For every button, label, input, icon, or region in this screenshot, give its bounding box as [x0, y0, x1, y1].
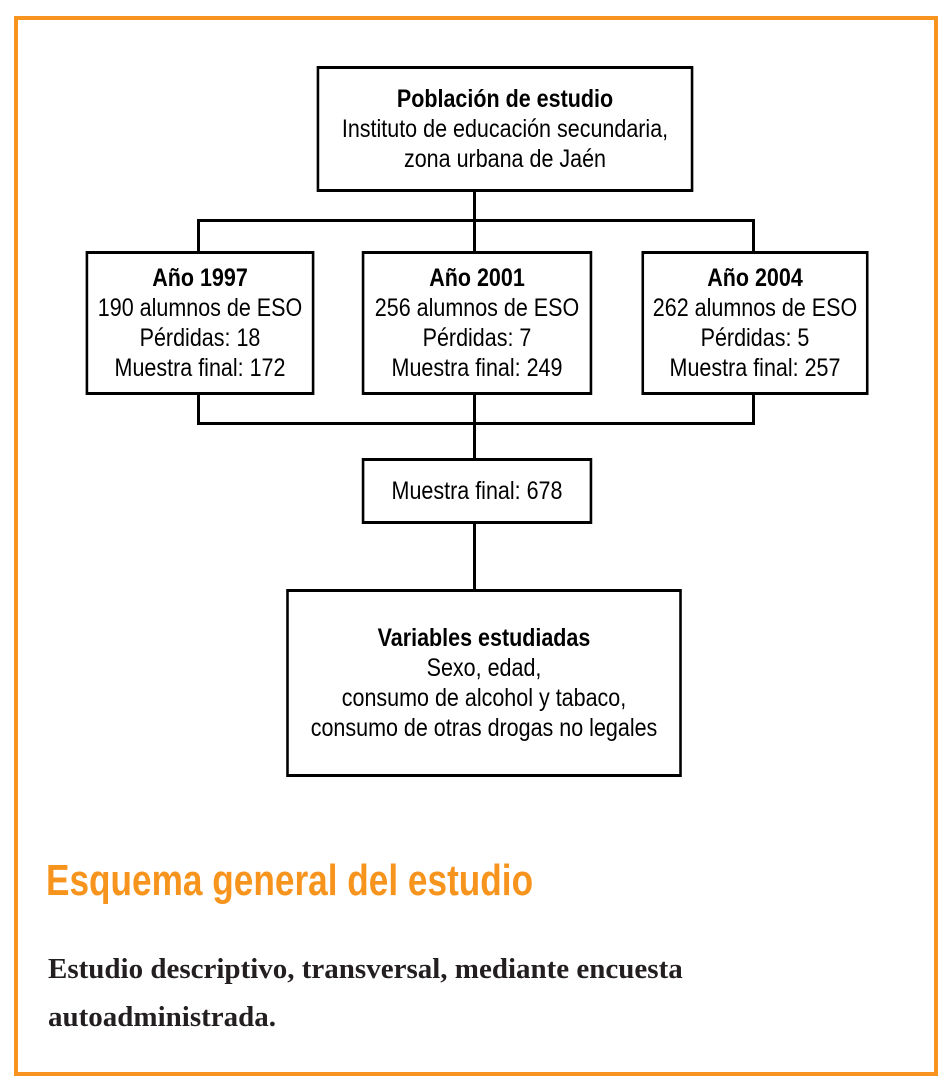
year-2001-losses: Pérdidas: 7 — [422, 324, 532, 352]
year-2001-students: 256 alumnos de ESO — [374, 294, 580, 322]
connector-to-variables — [473, 521, 476, 592]
population-title: Población de estudio — [396, 85, 614, 113]
connector-from-2001 — [473, 392, 476, 460]
year-2004-box — [641, 251, 868, 395]
population-line-2: zona urbana de Jaén — [403, 145, 607, 173]
year-1997-box — [86, 251, 315, 395]
connector-to-2001 — [473, 219, 476, 253]
final-sample-text: Muestra final: 678 — [391, 477, 563, 505]
figure-heading: Esquema general del estudio — [46, 856, 534, 905]
year-1997-losses: Pérdidas: 18 — [139, 324, 261, 352]
year-2001-final: Muestra final: 249 — [391, 354, 563, 382]
connector-bottom-horizontal — [197, 422, 755, 425]
figure-description: Estudio descriptivo, transversal, mediante encuesta autoadministrada. — [48, 953, 683, 1033]
connector-to-1997 — [197, 219, 200, 253]
connector-top-horizontal — [197, 219, 755, 222]
connector-from-1997 — [197, 392, 200, 425]
year-2004-losses: Pérdidas: 5 — [700, 324, 810, 352]
year-2004-title: Año 2004 — [707, 264, 803, 292]
year-1997-students: 190 alumnos de ESO — [97, 294, 303, 322]
population-box — [317, 66, 694, 192]
variables-box — [286, 589, 682, 777]
year-2004-final: Muestra final: 257 — [669, 354, 841, 382]
connector-population-down — [473, 190, 476, 222]
variables-line-3: consumo de otras drogas no legales — [310, 714, 658, 742]
year-1997-final: Muestra final: 172 — [114, 354, 286, 382]
connector-to-2004 — [752, 219, 755, 253]
year-2001-box — [362, 251, 592, 395]
variables-line-2: consumo de alcohol y tabaco, — [341, 684, 627, 712]
connector-from-2004 — [752, 392, 755, 425]
population-line-1: Instituto de educación secundaria, — [341, 115, 669, 143]
variables-title: Variables estudiadas — [377, 624, 591, 652]
year-2001-title: Año 2001 — [429, 264, 525, 292]
year-1997-title: Año 1997 — [152, 264, 248, 292]
final-sample-box — [362, 458, 592, 524]
year-2004-students: 262 alumnos de ESO — [652, 294, 858, 322]
variables-line-1: Sexo, edad, — [426, 654, 542, 682]
